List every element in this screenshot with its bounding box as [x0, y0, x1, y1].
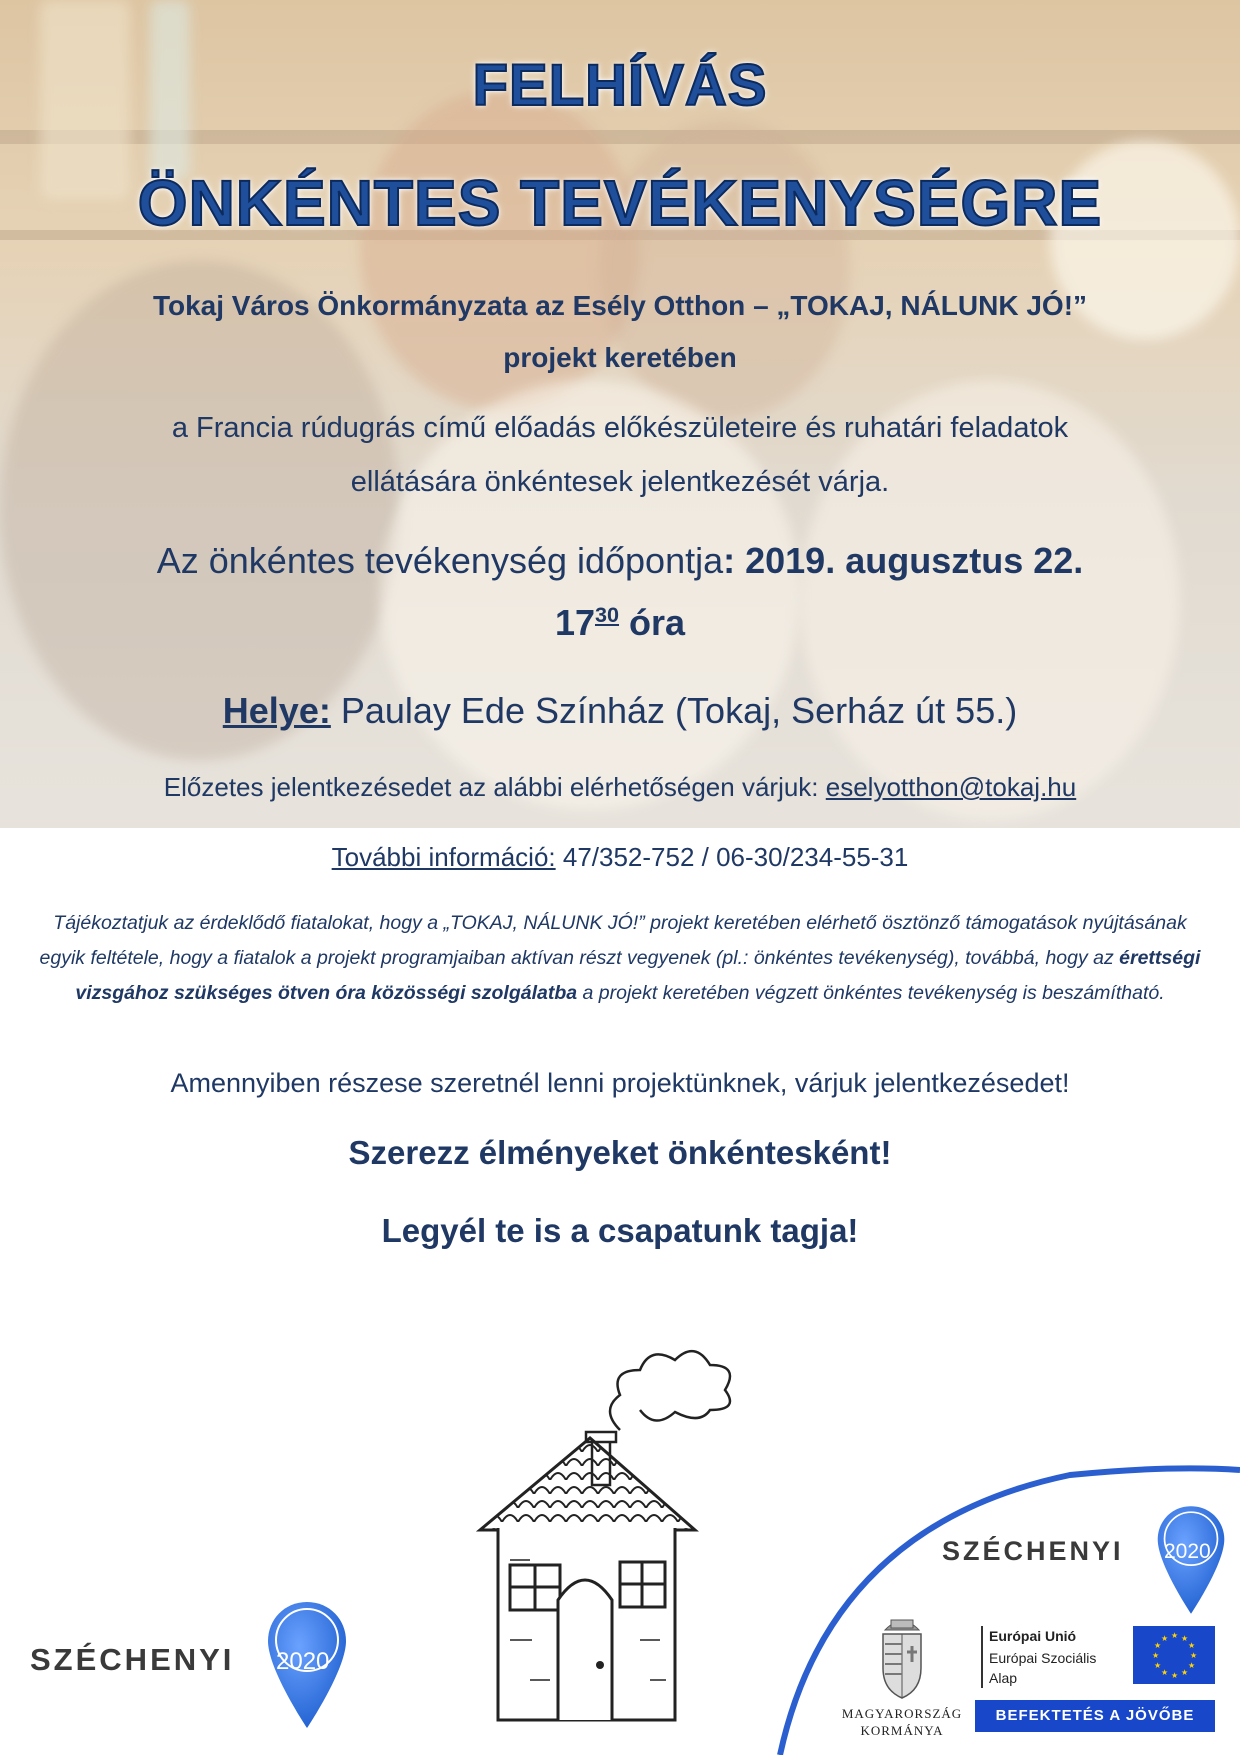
event-date	[40, 540, 1200, 582]
house-illustration	[470, 1340, 760, 1730]
eu-logo	[975, 1622, 1215, 1746]
purpose-line2: ellátására önkéntesek jelentkezését várja.	[350, 466, 890, 498]
szechenyi-wordmark: SZÉCHENYI	[30, 1642, 235, 1677]
call-line: Amennyiben részese szeretnél lenni projektünknek, várjuk jelentkezésedet!	[170, 1068, 1070, 1098]
info-label: További információ:	[331, 842, 556, 872]
szechenyi-logo-left	[30, 1600, 350, 1730]
time-unit: óra	[619, 602, 686, 643]
info-phone: 47/352-752 / 06-30/234-55-31	[555, 842, 909, 872]
szechenyi-year: 2020	[276, 1648, 330, 1675]
eu-line2: Európai Szociális	[989, 1650, 1097, 1666]
gov-line1: MAGYARORSZÁG	[841, 1706, 963, 1721]
eu-line3: Alap	[989, 1670, 1018, 1686]
poster-title-line1: FELHÍVÁS	[472, 53, 768, 118]
time-minute: 30	[594, 602, 620, 627]
date-value: : 2019. augusztus 22.	[723, 540, 1084, 581]
svg-text:★: ★	[1154, 1661, 1162, 1670]
svg-text:★: ★	[1161, 1668, 1169, 1677]
svg-text:★: ★	[1181, 1668, 1189, 1677]
event-time	[40, 602, 1200, 644]
notice-part2: a projekt keretében végzett önkéntes tevékenység is beszámítható.	[577, 982, 1165, 1004]
date-label: Az önkéntes tevékenység időpontja	[156, 540, 724, 581]
slogan-1: Szerezz élményeket önkéntesként!	[348, 1134, 892, 1171]
svg-text:★: ★	[1190, 1651, 1198, 1660]
purpose-line1: a Francia rúdugrás című előadás előkészületeire és ruhatári feladatok	[171, 412, 1069, 444]
svg-text:★: ★	[1171, 1671, 1179, 1680]
slogan-2: Legyél te is a csapatunk tagja!	[381, 1212, 859, 1249]
venue-value: Paulay Ede Színház (Tokaj, Serház út 55.)	[330, 690, 1018, 731]
notice-bold: érettségi vizsgához szükséges ötven óra közösségi szolgálatba	[75, 947, 1201, 1004]
svg-text:★: ★	[1171, 1631, 1179, 1640]
venue	[40, 690, 1200, 732]
eu-banner: BEFEKTETÉS A JÖVŐBE	[975, 1700, 1215, 1732]
contact-line	[40, 772, 1200, 803]
poster-title-line2: ÖNKÉNTES TEVÉKENYSÉGRE	[137, 167, 1103, 239]
time-hour: 17	[554, 602, 595, 643]
venue-label: Helye:	[222, 690, 331, 731]
info-line	[40, 842, 1200, 873]
notice-part1: Tájékoztatjuk az érdeklődő fiatalokat, hogy a „TOKAJ, NÁLUNK JÓ!” projekt keretében elérhető ösztönző támogatások nyújtásának egyik feltétele, hogy a fiatalok a projekt programjaiban aktívan részt vegyenek (pl.: önkéntes tevékenység), továbbá, hogy az	[39, 912, 1187, 969]
szechenyi-wordmark-right: SZÉCHENYI	[942, 1536, 1124, 1566]
notice-paragraph	[30, 906, 1210, 1011]
email-link[interactable]: eselyotthon@tokaj.hu	[825, 772, 1077, 802]
svg-text:★: ★	[1154, 1641, 1162, 1650]
hungarian-government-logo	[832, 1612, 972, 1742]
svg-text:★: ★	[1188, 1641, 1196, 1650]
svg-text:★: ★	[1152, 1651, 1160, 1660]
svg-text:★: ★	[1161, 1634, 1169, 1643]
eu-line1: Európai Unió	[989, 1628, 1077, 1644]
gov-line2: KORMÁNYA	[860, 1723, 944, 1738]
intro-line1: Tokaj Város Önkormányzata az Esély Otthon – „TOKAJ, NÁLUNK JÓ!”	[152, 290, 1088, 321]
svg-text:★: ★	[1188, 1661, 1196, 1670]
coat-of-arms-icon	[877, 1612, 927, 1700]
szechenyi-year-right: 2020	[1164, 1540, 1211, 1563]
contact-text: Előzetes jelentkezésedet az alábbi elérhetőségen várjuk:	[163, 772, 826, 802]
svg-text:★: ★	[1181, 1634, 1189, 1643]
intro-line2: projekt keretében	[503, 342, 737, 373]
eu-flag-icon	[1133, 1626, 1215, 1684]
